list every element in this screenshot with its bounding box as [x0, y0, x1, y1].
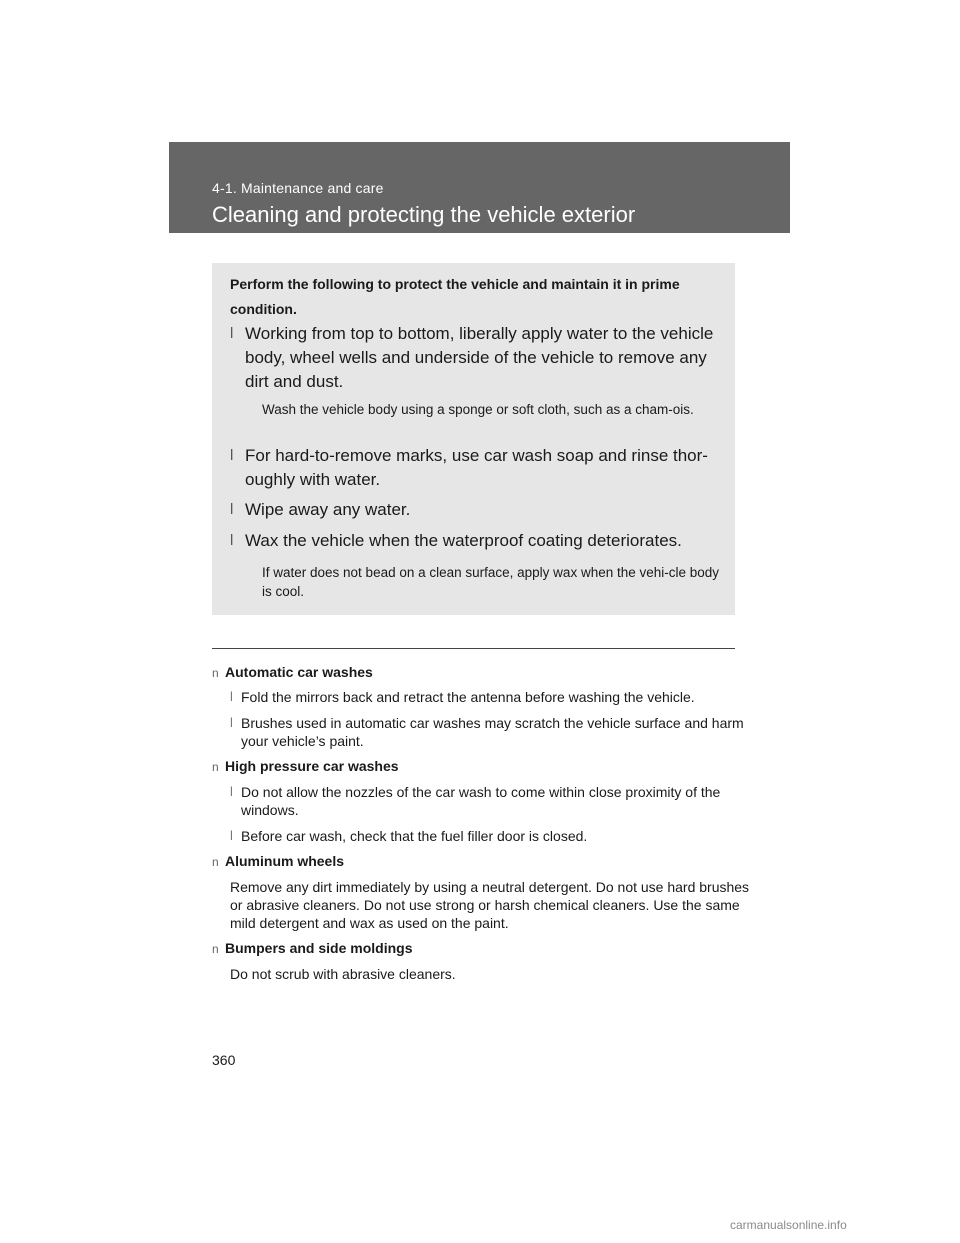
note-bullet-text: Do not allow the nozzles of the car wash to come within close proximity of the windows.: [241, 784, 721, 818]
heading-text: Automatic car washes: [225, 664, 373, 680]
step-text: For hard-to-remove marks, use car wash soap and rinse thor-oughly with water.: [245, 446, 708, 489]
note-bullet-text: Fold the mirrors back and retract the antenna before washing the vehicle.: [241, 689, 695, 705]
heading-text: Aluminum wheels: [225, 853, 345, 869]
note-bullet: [230, 783, 751, 819]
note-bullet: [230, 688, 751, 706]
page-title: Cleaning and protecting the vehicle exterior: [212, 202, 636, 227]
note-bullet: [230, 714, 751, 750]
note-bullet-text: Brushes used in automatic car washes may scratch the vehicle surface and harm your vehicle’s paint.: [241, 715, 744, 749]
note-heading: [212, 664, 373, 680]
step-item: [230, 529, 715, 553]
bullet-marker: l: [230, 715, 233, 730]
heading-marker: n: [212, 855, 219, 869]
step-item: [230, 322, 715, 394]
step-text: Working from top to bottom, liberally apply water to the vehicle body, wheel wells and underside of the vehicle to remove any dirt and dust.: [245, 324, 714, 391]
heading-text: High pressure car washes: [225, 758, 399, 774]
watermark-text: carmanualsonline.info: [730, 1218, 847, 1232]
heading-marker: n: [212, 760, 219, 774]
section-label: 4-1. Maintenance and care: [212, 180, 384, 196]
page-number: 360: [212, 1052, 236, 1068]
note-bullet: [230, 827, 751, 845]
step-text: Wipe away any water.: [245, 500, 411, 519]
bullet-marker: l: [230, 325, 234, 342]
note-heading: [212, 758, 399, 774]
chapter-header: [169, 142, 790, 233]
note-paragraph: Do not scrub with abrasive cleaners.: [230, 966, 456, 982]
step-item: [230, 498, 715, 522]
section-divider: [212, 648, 735, 649]
step-note: Wash the vehicle body using a sponge or soft cloth, such as a cham-ois.: [262, 402, 694, 417]
bullet-marker: l: [230, 689, 233, 704]
step-text: Wax the vehicle when the waterproof coating deteriorates.: [245, 531, 682, 550]
heading-marker: n: [212, 666, 219, 680]
step-note: If water does not bead on a clean surface, apply wax when the vehi-cle body is cool.: [262, 565, 720, 599]
procedure-box: [212, 263, 735, 615]
bullet-marker: l: [230, 447, 234, 464]
note-bullet-text: Before car wash, check that the fuel filler door is closed.: [241, 828, 588, 844]
bullet-marker: l: [230, 501, 234, 518]
intro-text: Perform the following to protect the vehicle and maintain it in prime condition.: [230, 276, 680, 317]
step-item: [230, 444, 715, 492]
note-heading: [212, 940, 412, 956]
note-heading: [212, 853, 344, 869]
bullet-marker: l: [230, 828, 233, 843]
heading-marker: n: [212, 942, 219, 956]
bullet-marker: l: [230, 532, 234, 549]
bullet-marker: l: [230, 784, 233, 799]
note-paragraph: Remove any dirt immediately by using a neutral detergent. Do not use hard brushes or abrasive cleaners. Do not use strong or harsh chemical cleaners. Use the same mild detergent and wax as used on the paint.: [230, 879, 750, 931]
heading-text: Bumpers and side moldings: [225, 940, 413, 956]
